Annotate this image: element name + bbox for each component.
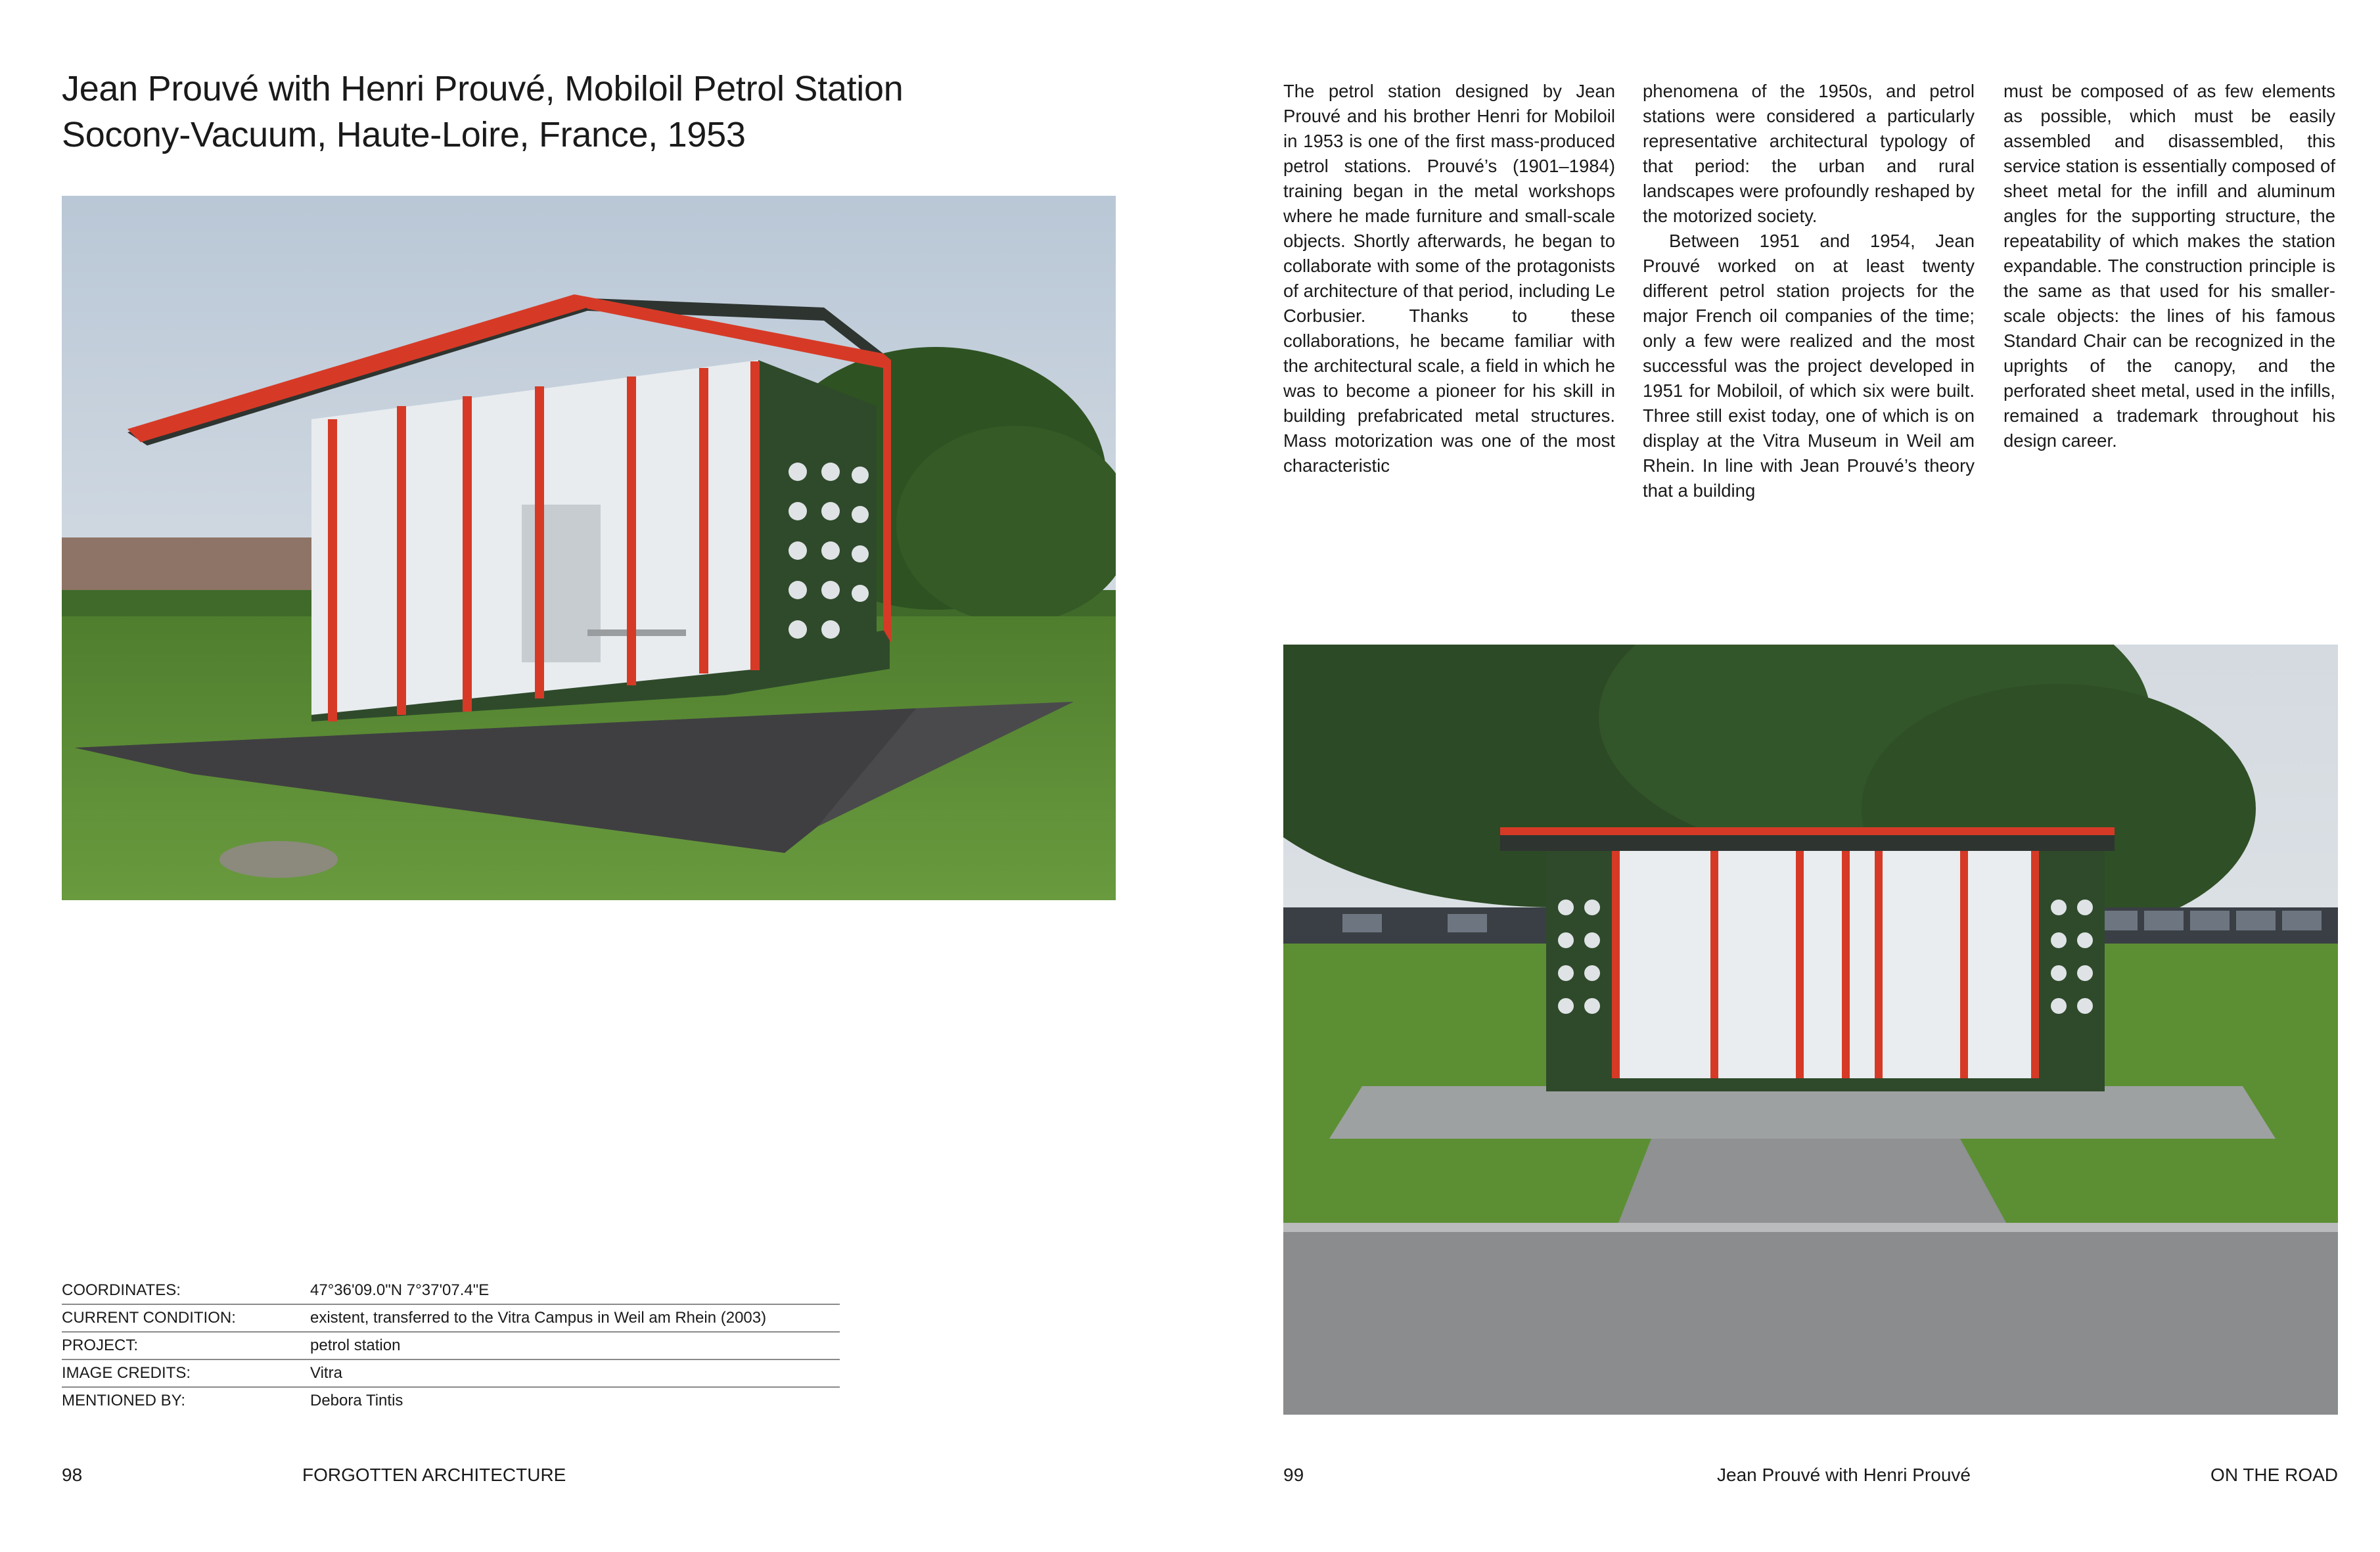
text-column-3 xyxy=(2003,79,2335,453)
coordinates-value: 47°36'09.0"N 7°37'07.4"E xyxy=(310,1281,490,1299)
page-number-right: 99 xyxy=(1283,1465,1304,1485)
text-column-2 xyxy=(1643,79,1975,503)
paragraph: Between 1951 and 1954, Jean Prouvé worked on at least twenty different petrol station projects for the major French oil companies of the time; only a few were realized and the most successful was the project developed in 1951 for Mobiloil, of which six were built. Three still exist today, one of which is on display at the Vitra Museum in Weil am Rhein. In line with Jean Prouvé’s theory that a building xyxy=(1643,231,1975,501)
table-row xyxy=(62,1277,840,1305)
table-row xyxy=(62,1388,840,1414)
page-title xyxy=(62,66,1047,158)
photo-frontal xyxy=(1283,645,2338,1415)
table-row xyxy=(62,1360,840,1388)
project-label: PROJECT: xyxy=(62,1336,139,1354)
title-line-1: Jean Prouvé with Henri Prouvé, Mobiloil Petrol Station xyxy=(62,69,904,108)
table-row xyxy=(62,1333,840,1360)
project-info-table xyxy=(62,1277,840,1414)
photo-perspective xyxy=(62,196,1116,900)
paragraph: phenomena of the 1950s, and petrol stations were considered a particularly representative architectural typology of that period: the urban and rural landscapes were profoundly reshaped by the motorized society. xyxy=(1643,81,1975,226)
paragraph: The petrol station designed by Jean Prouvé and his brother Henri for Mobiloil in 1953 is one of the first mass-produced petrol stations. Prouvé’s (1901–1984) training began in the metal workshops where he made furniture and small-scale objects. Shortly afterwards, he began to collaborate with some of the protagonists of architecture of that period, including Le Corbusier. Thanks to these collaborations, he became familiar with the architectural scale, a field in which he was to become a pioneer for his skill in building prefabricated metal structures. Mass motorization was one of the most characteristic xyxy=(1283,81,1615,476)
current-condition-label: CURRENT CONDITION: xyxy=(62,1309,236,1327)
page-number-left: 98 xyxy=(62,1465,83,1485)
project-value: petrol station xyxy=(310,1336,401,1354)
mentioned-by-value: Debora Tintis xyxy=(310,1392,403,1409)
coordinates-label: COORDINATES: xyxy=(62,1281,181,1299)
table-row xyxy=(62,1305,840,1333)
mentioned-by-label: MENTIONED BY: xyxy=(62,1392,186,1409)
title-line-2: Socony-Vacuum, Haute-Loire, France, 1953 xyxy=(62,115,746,154)
image-credits-value: Vitra xyxy=(310,1364,342,1382)
image-credits-label: IMAGE CREDITS: xyxy=(62,1364,191,1382)
section-title-right: ON THE ROAD xyxy=(2210,1465,2338,1485)
running-title: Jean Prouvé with Henri Prouvé xyxy=(1717,1465,1971,1485)
text-column-1 xyxy=(1283,79,1615,478)
section-title-left: FORGOTTEN ARCHITECTURE xyxy=(302,1465,566,1485)
paragraph: must be composed of as few elements as possible, which must be easily assembled and disassembled, this service station is essentially composed of sheet metal for the infill and aluminum angles for the supporting structure, the repeatability of which makes the station expandable. The construction principle is the same as that used for his smaller-scale objects: the lines of his famous Standard Chair can be recognized in the uprights of the canopy, and the perforated sheet metal, used in the infills, remained a trademark throughout his design career. xyxy=(2003,81,2335,451)
current-condition-value: existent, transferred to the Vitra Campus in Weil am Rhein (2003) xyxy=(310,1309,767,1327)
